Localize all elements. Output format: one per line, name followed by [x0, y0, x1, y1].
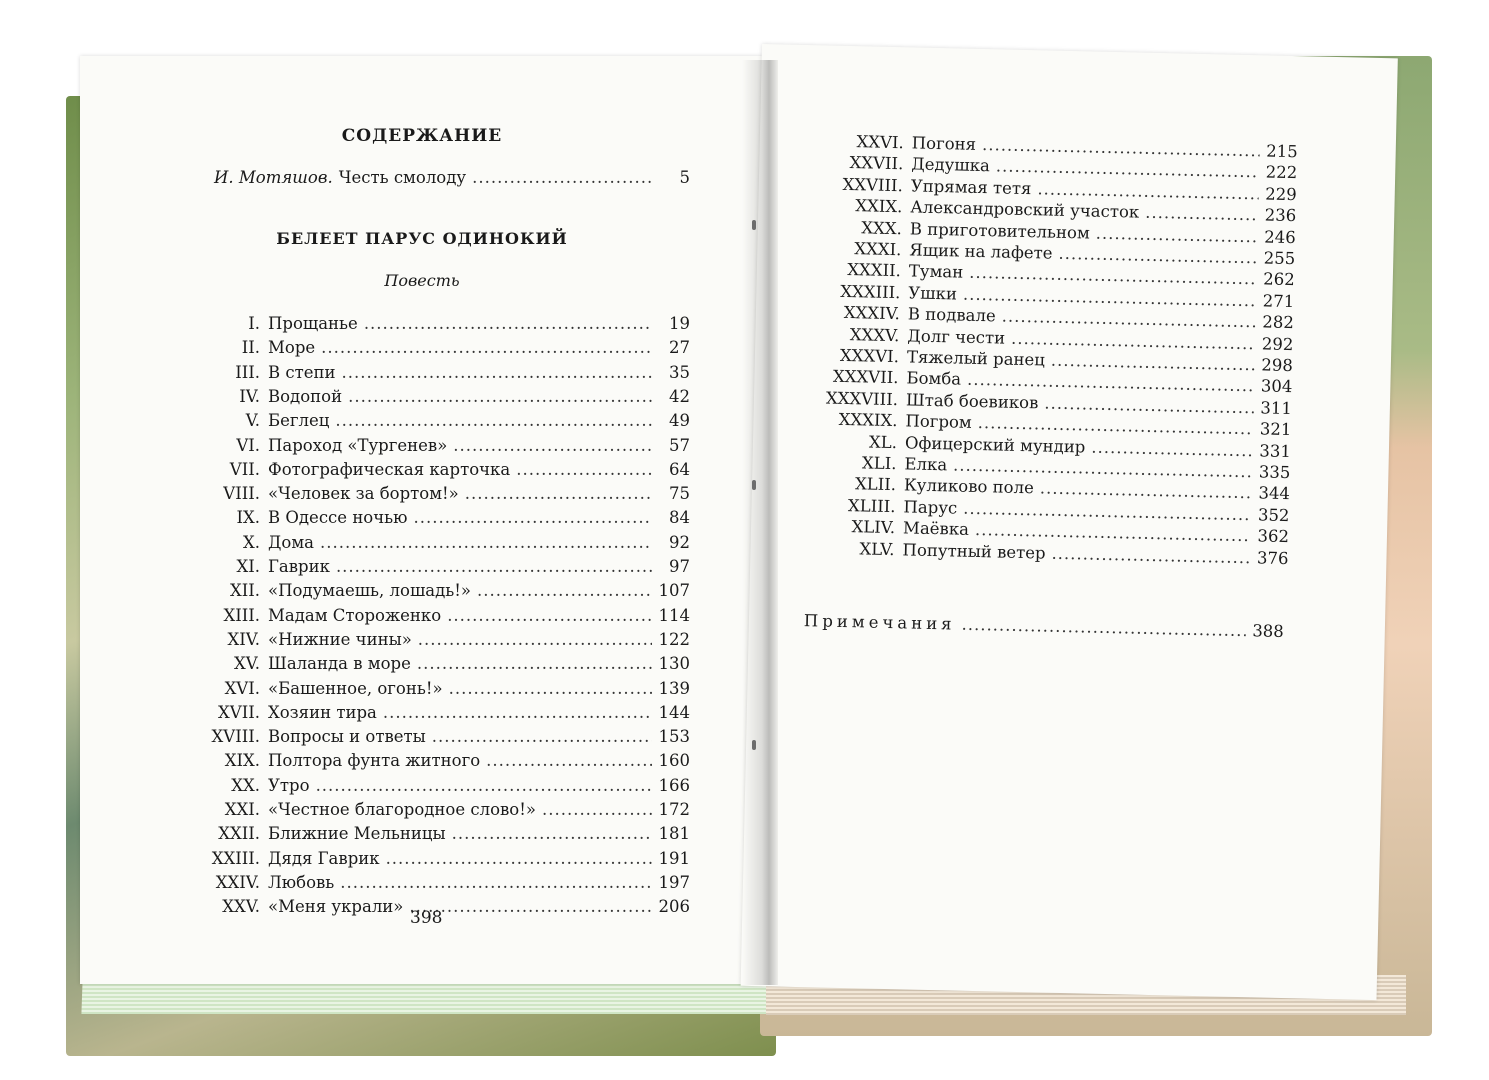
chapter-page: 97 [669, 557, 690, 576]
chapter-number: XXXVI. [839, 345, 900, 367]
leader-dots [996, 157, 1260, 182]
chapter-title: Беглец [268, 411, 330, 431]
chapter-page: 298 [1261, 355, 1294, 376]
chapter-title: Пароход «Тургенев» [268, 435, 448, 455]
chapter-title: Долг чести [907, 325, 1006, 348]
chapter-number: XXIX. [855, 196, 903, 217]
chapter-page: 92 [669, 532, 690, 552]
leader-dots [486, 751, 652, 770]
toc-chapter-entry[interactable] [168, 484, 690, 503]
chapter-number: XVII. [218, 702, 260, 722]
notes-page: 388 [1252, 621, 1285, 641]
page-edges-left [81, 980, 772, 1014]
chapter-number: III. [235, 362, 260, 382]
chapter-title: «Башенное, огонь!» [268, 678, 443, 698]
leader-dots [432, 727, 652, 746]
toc-chapter-entry[interactable] [168, 436, 690, 455]
chapter-page: 352 [1257, 505, 1290, 525]
chapter-page: 311 [1260, 398, 1293, 418]
toc-intro-entry[interactable] [214, 168, 690, 187]
chapter-number: VII. [229, 459, 260, 479]
toc-chapter-entry[interactable] [168, 824, 690, 843]
intro-page: 5 [679, 168, 690, 187]
chapter-page: 84 [669, 508, 690, 528]
chapter-number: XXIII. [211, 848, 260, 868]
chapter-page: 255 [1263, 248, 1296, 269]
toc-heading: СОДЕРЖАНИЕ [341, 126, 503, 146]
toc-notes-entry[interactable] [804, 611, 1284, 641]
chapter-title: Мадам Стороженко [268, 605, 442, 625]
chapter-title: Ящик на лафете [909, 240, 1053, 263]
leader-dots [364, 314, 652, 333]
chapter-title: Вопросы и ответы [268, 727, 426, 747]
toc-chapter-entry[interactable] [168, 800, 690, 819]
leader-dots [1002, 307, 1257, 332]
binding-stitch [752, 480, 756, 490]
leader-dots [477, 581, 652, 600]
chapter-title: Бомба [906, 368, 962, 389]
chapter-page: 64 [669, 459, 690, 479]
chapter-title: Водопой [268, 386, 343, 406]
work-title: БЕЛЕЕТ ПАРУС ОДИНОКИЙ [276, 229, 568, 248]
toc-chapter-entry[interactable] [168, 533, 690, 552]
leader-dots [516, 460, 652, 479]
chapter-number: XX. [231, 775, 260, 795]
leader-dots [1037, 179, 1259, 203]
chapter-page: 282 [1262, 312, 1295, 333]
leader-dots [447, 606, 652, 625]
leader-dots [1096, 223, 1258, 246]
chapter-title: Ушки [908, 283, 958, 304]
chapter-number: XXXIII. [840, 281, 901, 302]
chapter-title: Погром [905, 411, 972, 433]
chapter-title: «Честное благородное слово!» [268, 800, 536, 819]
chapter-title: В приготовительном [909, 218, 1091, 243]
chapter-number: XLV. [859, 538, 895, 559]
toc-chapter-entry[interactable] [168, 630, 690, 649]
chapter-number: XVIII. [211, 727, 260, 747]
toc-chapter-entry[interactable] [168, 387, 690, 406]
chapter-number: IV. [239, 386, 260, 406]
chapter-page: 130 [658, 654, 690, 674]
chapter-number: XXXIV. [843, 303, 901, 324]
chapter-number: XXVIII. [842, 174, 904, 196]
chapter-number: XXXII. [847, 260, 902, 281]
binding-stitch [752, 740, 756, 750]
chapter-page: 191 [658, 848, 690, 868]
chapter-number: IX. [236, 508, 260, 528]
chapter-page: 246 [1264, 227, 1296, 247]
chapter-number: X. [243, 532, 260, 552]
leader-dots [383, 703, 652, 722]
chapter-page: 181 [658, 824, 690, 844]
leader-dots [542, 800, 652, 819]
chapter-page: 75 [669, 484, 690, 504]
chapter-page: 304 [1260, 376, 1293, 397]
toc-chapter-entry[interactable] [168, 727, 690, 746]
chapter-page: 114 [658, 605, 690, 625]
toc-chapter-entry[interactable] [168, 873, 690, 892]
chapter-page: 229 [1265, 184, 1297, 204]
chapter-title: Офицерский мундир [904, 432, 1086, 457]
notes-title: Примечания [803, 611, 956, 634]
leader-dots [1044, 393, 1254, 417]
chapter-title: Дедушка [911, 154, 991, 176]
chapter-number: XXX. [861, 217, 903, 238]
chapter-page: 144 [658, 702, 690, 722]
chapter-title: В степи [268, 362, 336, 382]
chapter-number: XXXVII. [832, 367, 899, 388]
chapter-page: 139 [658, 678, 690, 698]
chapter-page: 362 [1257, 526, 1290, 547]
chapter-title: Море [268, 338, 316, 358]
chapter-title: Дома [268, 532, 315, 552]
leader-dots [1051, 543, 1250, 567]
toc-chapter-entry[interactable] [168, 654, 690, 673]
toc-chapter-entry[interactable] [168, 606, 690, 625]
chapter-page: 331 [1259, 440, 1292, 461]
chapter-page: 172 [658, 800, 690, 819]
chapter-title: Дядя Гаврик [268, 848, 380, 868]
chapter-number: VI. [236, 435, 260, 455]
toc-chapter-entry[interactable] [168, 508, 690, 527]
toc-chapter-entry[interactable] [168, 703, 690, 722]
chapter-number: XXI. [224, 800, 260, 819]
leader-dots [316, 776, 652, 795]
chapter-page: 27 [669, 338, 690, 358]
chapter-number: XIV. [227, 629, 260, 649]
chapter-title: В Одессе ночью [268, 508, 408, 528]
chapter-page: 35 [669, 362, 690, 382]
chapter-number: XXVII. [849, 153, 904, 174]
chapter-number: XLII. [854, 474, 897, 495]
chapter-page: 49 [669, 411, 690, 431]
chapter-number: XXVI. [856, 132, 905, 153]
chapter-page: 42 [669, 386, 690, 406]
left-page [80, 56, 764, 984]
chapter-number: XIII. [223, 605, 260, 625]
chapter-page: 222 [1265, 162, 1298, 183]
intro-author: И. Мотяшов. [214, 168, 333, 187]
chapter-page: 215 [1265, 141, 1298, 162]
toc-chapter-entry[interactable] [168, 411, 690, 430]
chapter-page: 344 [1258, 483, 1291, 504]
chapter-page: 107 [658, 581, 690, 601]
leader-dots [453, 436, 652, 455]
chapter-title: В подвале [907, 304, 996, 326]
chapter-number: XLI. [861, 453, 897, 474]
chapter-title: «Человек за бортом!» [268, 484, 459, 504]
book-gutter [742, 60, 778, 985]
chapter-title: Штаб боевиков [905, 390, 1039, 413]
chapter-number: V. [245, 411, 260, 431]
chapter-number: XLIII. [847, 495, 896, 516]
chapter-number: XXIV. [215, 872, 260, 892]
leader-dots [1051, 351, 1255, 375]
chapter-number: XVI. [224, 678, 260, 698]
leader-dots [1091, 437, 1253, 460]
toc-chapter-entry[interactable] [168, 460, 690, 479]
leader-dots [320, 533, 652, 552]
leader-dots [1058, 244, 1257, 268]
leader-dots [1011, 328, 1256, 353]
chapter-page: 57 [669, 435, 690, 455]
chapter-title: Прощанье [268, 314, 358, 333]
chapter-title: Маёвка [902, 518, 970, 540]
chapter-number: XI. [236, 557, 260, 576]
leader-dots [342, 363, 653, 382]
chapter-title: Елка [904, 454, 948, 475]
chapter-title: Попутный ветер [902, 539, 1046, 563]
chapter-title: Гаврик [268, 557, 330, 576]
chapter-title: Тяжелый ранец [906, 347, 1046, 370]
chapter-number: XXXIX. [838, 410, 898, 431]
chapter-number: XXXV. [849, 324, 900, 345]
chapter-number: I. [248, 314, 260, 333]
chapter-title: Погоня [911, 133, 977, 154]
chapter-title: Хозяин тира [268, 702, 377, 722]
chapter-page: 122 [658, 629, 690, 649]
chapter-title: Фотографическая карточка [268, 459, 511, 479]
toc-chapter-entry[interactable] [168, 679, 690, 698]
leader-dots [472, 168, 652, 187]
leader-dots [336, 557, 652, 576]
chapter-page: 292 [1261, 334, 1294, 354]
chapter-number: XXII. [218, 824, 260, 844]
chapter-page: 153 [658, 727, 690, 747]
chapter-title: Куликово поле [903, 475, 1035, 498]
chapter-title: Шаланда в море [268, 654, 411, 674]
leader-dots [414, 508, 652, 527]
right-page [741, 44, 1398, 1000]
chapter-page: 19 [669, 314, 690, 333]
chapter-title: Ближние Мельницы [268, 824, 446, 844]
chapter-number: XLIV. [851, 517, 896, 538]
leader-dots [449, 679, 652, 698]
toc-chapter-entry[interactable] [168, 557, 690, 576]
leader-dots [418, 630, 652, 649]
chapter-page: 236 [1264, 205, 1297, 226]
leader-dots [386, 849, 652, 868]
chapter-title: «Нижние чины» [268, 629, 412, 649]
leader-dots [1145, 203, 1258, 225]
leader-dots [1040, 479, 1253, 503]
chapter-title: «Подумаешь, лошадь!» [268, 581, 471, 601]
page-number: 398 [410, 908, 443, 928]
toc-chapter-entry[interactable] [168, 849, 690, 868]
chapter-number: VIII. [223, 484, 260, 504]
chapter-title: «Меня украли» [268, 897, 404, 917]
chapter-page: 197 [658, 872, 690, 892]
chapter-number: XXXI. [854, 239, 902, 260]
chapter-number: XIX. [224, 751, 260, 771]
chapter-page: 262 [1263, 269, 1295, 290]
chapter-number: XXV. [222, 897, 260, 917]
leader-dots [409, 897, 652, 916]
work-subtitle: Повесть [384, 271, 460, 290]
chapter-title: Туман [908, 261, 964, 283]
chapter-number: XXXVIII. [825, 388, 899, 409]
chapter-list-right [762, 44, 1398, 568]
chapter-title: Любовь [268, 872, 335, 892]
chapter-number: XL. [868, 432, 898, 452]
leader-dots [452, 824, 652, 843]
toc-chapter-entry[interactable] [168, 751, 690, 770]
toc-chapter-entry[interactable] [168, 776, 690, 795]
chapter-page: 271 [1262, 291, 1295, 311]
chapter-number: XII. [229, 581, 260, 601]
toc-chapter-entry[interactable] [168, 338, 690, 357]
leader-dots [321, 338, 652, 357]
chapter-title: Упрямая тетя [910, 176, 1032, 198]
chapter-page: 166 [658, 775, 690, 795]
leader-dots [335, 411, 652, 430]
binding-stitch [752, 220, 756, 230]
toc-chapter-entry[interactable] [168, 363, 690, 382]
leader-dots [465, 484, 652, 503]
chapter-title: Утро [268, 775, 310, 795]
chapter-page: 206 [658, 897, 690, 917]
chapter-page: 376 [1256, 547, 1289, 568]
chapter-page: 335 [1258, 462, 1291, 483]
toc-chapter-entry[interactable] [168, 314, 690, 333]
leader-dots [348, 387, 652, 406]
leader-dots [961, 615, 1246, 640]
leader-dots [340, 873, 652, 892]
chapter-number: XV. [233, 654, 260, 674]
chapter-title: Полтора фунта житного [268, 751, 481, 771]
chapter-page: 160 [658, 751, 690, 771]
chapter-title: Парус [903, 497, 958, 518]
toc-chapter-entry[interactable] [168, 581, 690, 600]
leader-dots [417, 654, 652, 673]
chapter-page: 321 [1259, 419, 1292, 440]
chapter-title: Александровский участок [910, 197, 1140, 222]
chapter-number: II. [241, 338, 260, 358]
intro-title: Честь смолоду [338, 168, 467, 187]
